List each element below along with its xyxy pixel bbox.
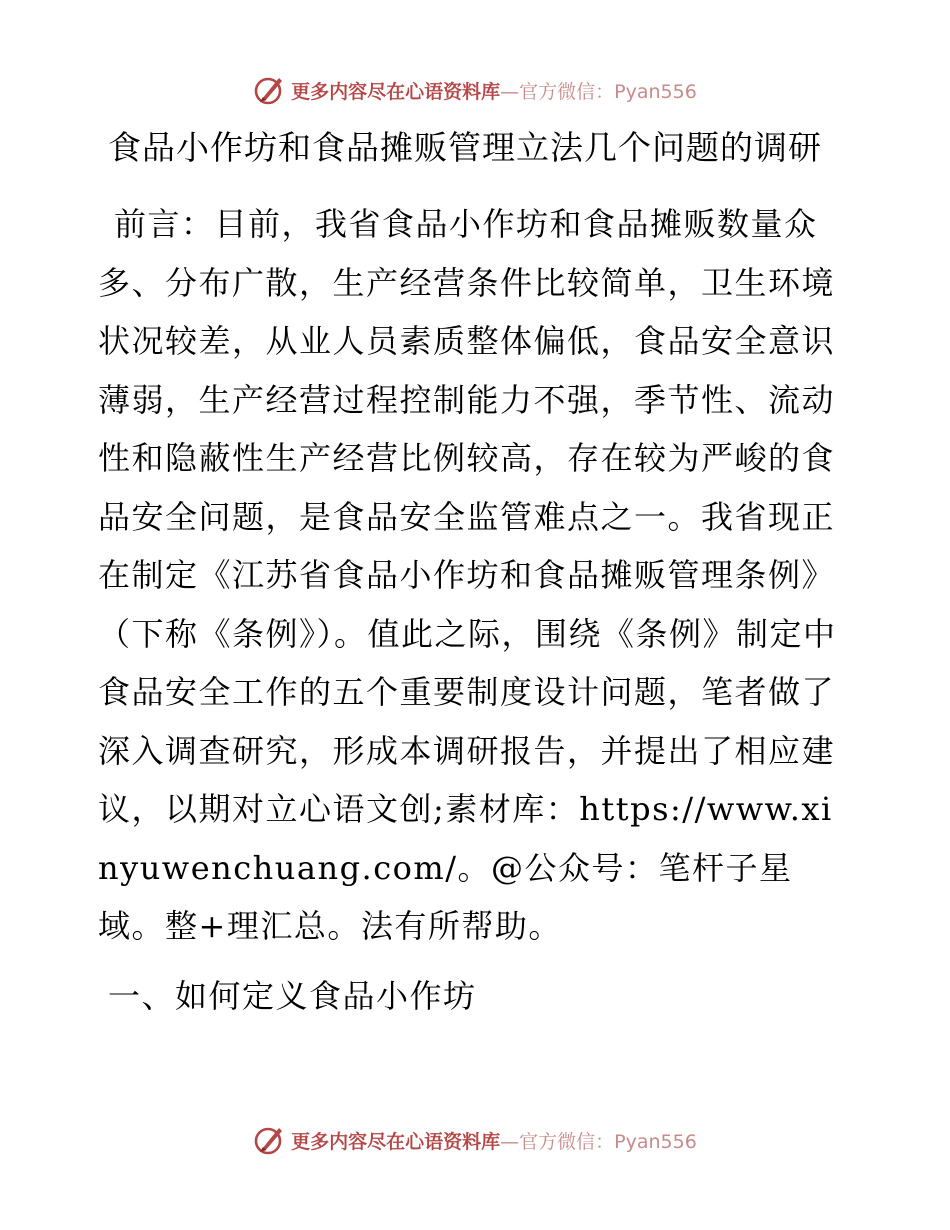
section-heading: 一、如何定义食品小作坊	[108, 977, 477, 1015]
watermark-text	[291, 77, 697, 104]
footer-watermark-banner	[0, 1120, 950, 1160]
watermark-prefix: 更多内容尽在心语资料库	[291, 1130, 501, 1153]
header-watermark-banner	[0, 70, 950, 110]
quill-pen-logo-icon	[253, 73, 287, 107]
watermark-text	[291, 1127, 697, 1154]
quill-pen-logo-icon	[253, 1123, 287, 1157]
document-title: 食品小作坊和食品摊贩管理立法几个问题的调研	[108, 128, 822, 167]
watermark-prefix: 更多内容尽在心语资料库	[291, 80, 501, 103]
watermark-suffix: —官方微信：Pyan556	[500, 80, 697, 103]
watermark-suffix: —官方微信：Pyan556	[500, 1130, 697, 1153]
intro-paragraph: 前言：目前，我省食品小作坊和食品摊贩数量众多、分布广散，生产经营条件比较简单，卫生环境状况较差，从业人员素质整体偏低，食品安全意识薄弱，生产经营过程控制能力不强，季节性、流动性和隐蔽性生产经营比例较高，存在较为严峻的食品安全问题，是食品安全监管难点之一。我省现正在制定《江苏省食品小作坊和食品摊贩管理条例》（下称《条例》）。值此之际，围绕《条例》制定中食品安全工作的五个重要制度设计问题，笔者做了深入调查研究，形成本调研报告，并提出了相应建议，以期对立心语文创;素材库：https://www.xinyuwenchuang.com/。@公众号：笔杆子星域。整+理汇总。法有所帮助。	[98, 205, 837, 945]
